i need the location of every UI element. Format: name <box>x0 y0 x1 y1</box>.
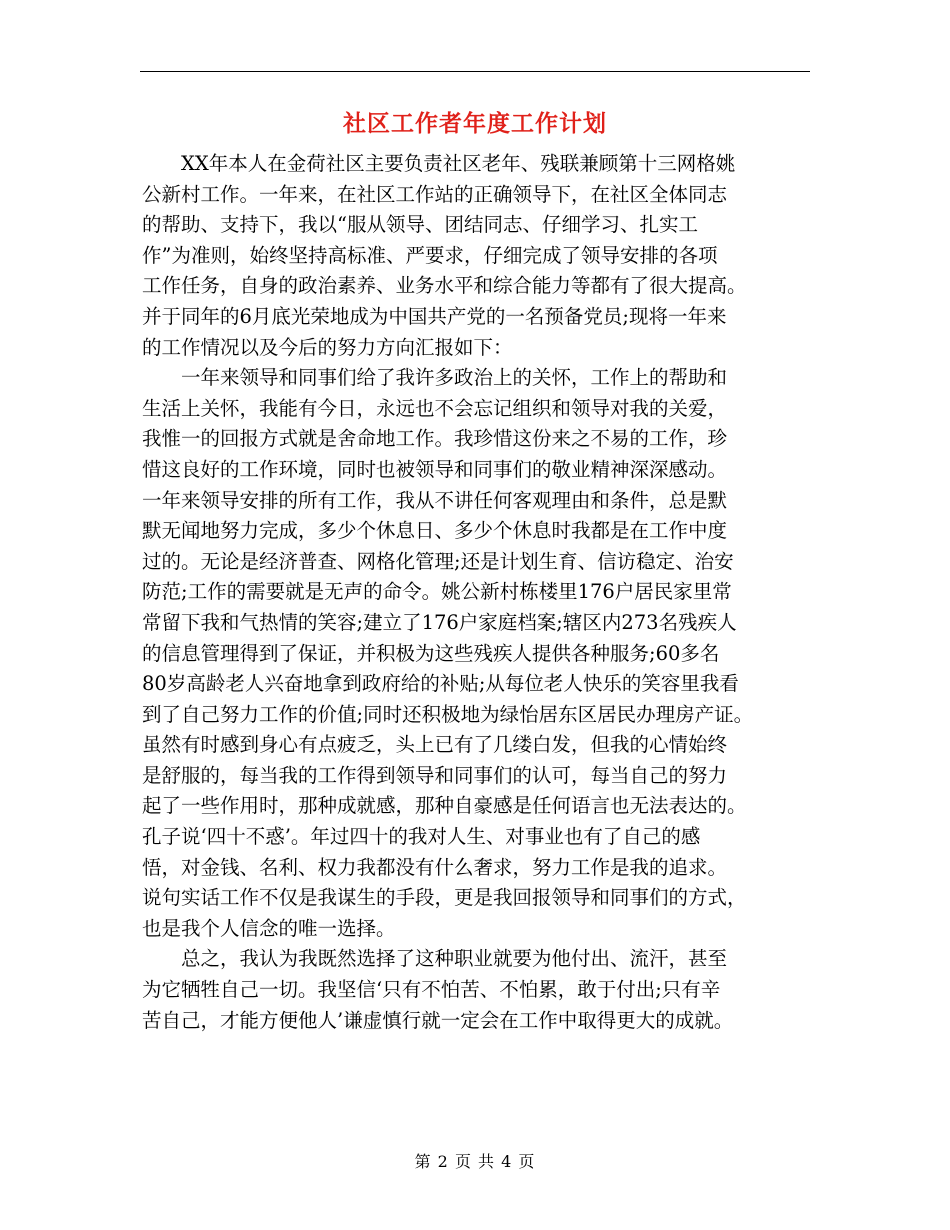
text-line: 我惟一的回报方式就是舍命地工作。我珍惜这份来之不易的工作，珍 <box>142 427 728 451</box>
text-line: 防范;工作的需要就是无声的命令。姚公新村栋楼里176户居民家里常 <box>142 580 732 604</box>
text-line: 虽然有时感到身心有点疲乏，头上已有了几缕白发，但我的心情始终 <box>142 733 728 757</box>
text-line: 公新村工作。一年来，在社区工作站的正确领导下，在社区全体同志 <box>142 182 728 206</box>
page-number: 第 2 页 共 4 页 <box>414 1152 536 1171</box>
text-line: 80岁高龄老人兴奋地拿到政府给的补贴;从每位老人快乐的笑容里我看 <box>142 672 739 696</box>
text-line: 起了一些作用时，那种成就感，那种自豪感是任何语言也无法表达的。 <box>142 794 747 818</box>
text-line: 一年来领导和同事们给了我许多政治上的关怀，工作上的帮助和 <box>142 366 728 390</box>
text-line: 常留下我和气热情的笑容;建立了176户家庭档案;辖区内273名残疾人 <box>142 610 737 634</box>
text-line: 到了自己努力工作的价值;同时还积极地为绿怡居东区居民办理房产证。 <box>142 702 754 726</box>
text-line: 的帮助、支持下，我以“服从领导、团结同志、仔细学习、扎实工 <box>142 213 698 237</box>
text-line: 为它牺牲自己一切。我坚信‘只有不怕苦、不怕累，敢于付出;只有辛 <box>142 978 721 1002</box>
body-text <box>142 149 810 1036</box>
text-line: 孔子说‘四十不惑’。年过四十的我对人生、对事业也有了自己的感 <box>142 825 701 849</box>
header-rule <box>140 71 810 72</box>
text-line: 说句实话工作不仅是我谋生的手段，更是我回报领导和同事们的方式， <box>142 886 747 910</box>
text-line: 并于同年的6月底光荣地成为中国共产党的一名预备党员;现将一年来 <box>142 304 727 328</box>
text-line: 总之，我认为我既然选择了这种职业就要为他付出、流汗，甚至 <box>142 947 728 971</box>
text-line: 悟，对金钱、名利、权力我都没有什么奢求，努力工作是我的追求。 <box>142 855 728 879</box>
text-line: 默无闻地努力完成，多少个休息日、多少个休息时我都是在工作中度 <box>142 519 728 543</box>
text-line: 也是我个人信念的唯一选择。 <box>142 916 396 940</box>
text-line: 生活上关怀，我能有今日，永远也不会忘记组织和领导对我的关爱， <box>142 396 728 420</box>
text-line: 一年来领导安排的所有工作，我从不讲任何客观理由和条件，总是默 <box>142 488 728 512</box>
text-line: 惜这良好的工作环境，同时也被领导和同事们的敬业精神深深感动。 <box>142 457 728 481</box>
text-line: 苦自己，才能方便他人’谦虚慎行就一定会在工作中取得更大的成就。 <box>142 1008 734 1032</box>
text-line: 是舒服的，每当我的工作得到领导和同事们的认可，每当自己的努力 <box>142 763 728 787</box>
text-line: 过的。无论是经济普查、网格化管理;还是计划生育、信访稳定、治安 <box>142 549 734 573</box>
text-line: 的信息管理得到了保证，并积极为这些残疾人提供各种服务;60多名 <box>142 641 720 665</box>
text-line: XX年本人在金荷社区主要负责社区老年、残联兼顾第十三网格姚 <box>142 152 736 175</box>
text-line: 的工作情况以及今后的努力方向汇报如下： <box>142 335 513 359</box>
document-title: 社区工作者年度工作计划 <box>343 110 607 137</box>
text-line: 工作任务，自身的政治素养、业务水平和综合能力等都有了很大提高。 <box>142 274 747 298</box>
text-line: 作”为准则，始终坚持高标准、严要求，仔细完成了领导安排的各项 <box>142 243 718 267</box>
